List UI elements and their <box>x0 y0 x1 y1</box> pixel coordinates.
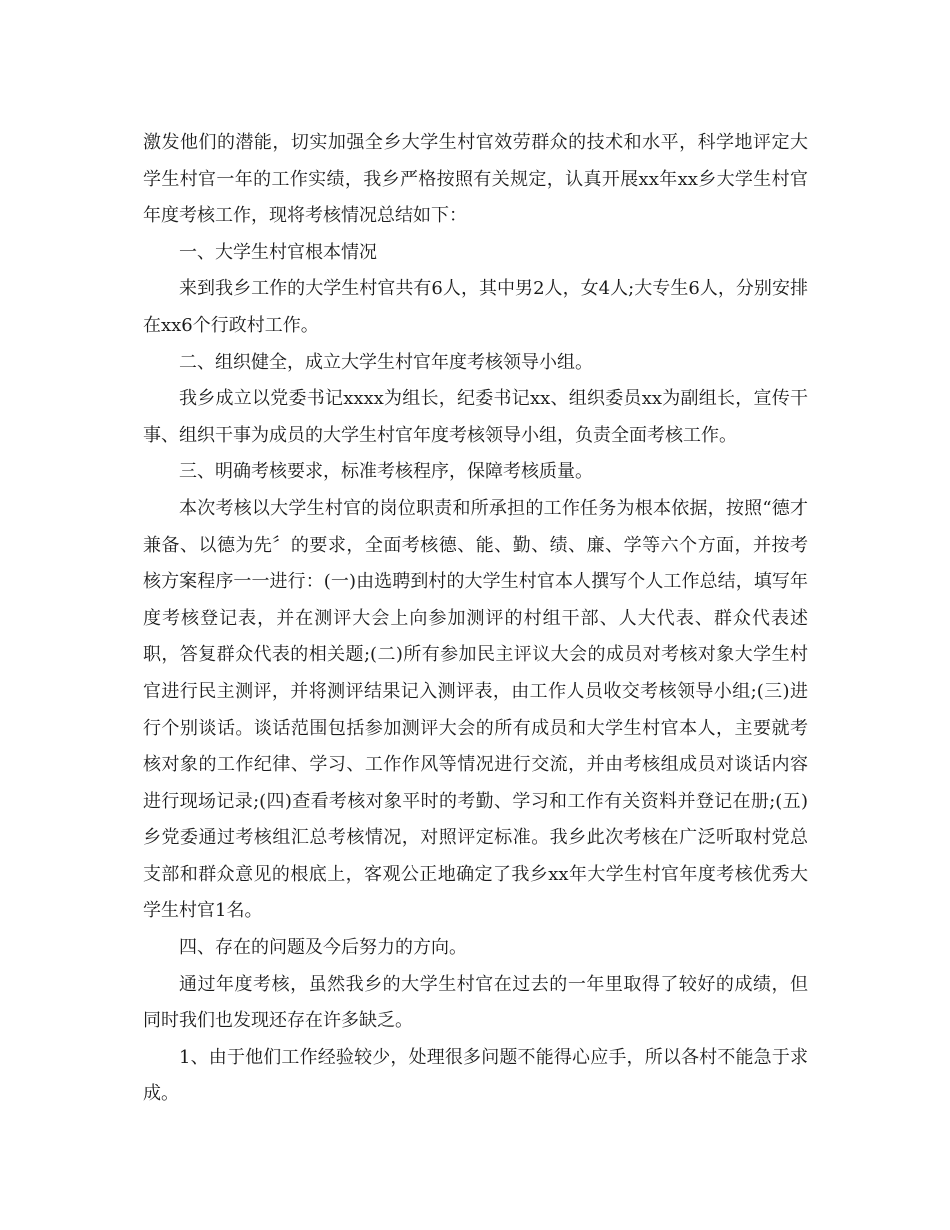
paragraph-section-4: 通过年度考核，虽然我乡的大学生村官在过去的一年里取得了较好的成绩，但同时我们也发现还存在许多缺乏。 <box>143 973 808 1032</box>
heading-section-4: 四、存在的问题及今后努力的方向。 <box>179 937 467 959</box>
paragraph-intro: 激发他们的潜能，切实加强全乡大学生村官效劳群众的技术和水平，科学地评定大学生村官一年的工作实绩，我乡严格按照有关规定，认真开展xx年xx乡大学生村官年度考核工作，现将考核情况总结如下： <box>143 132 808 227</box>
paragraph-section-1: 来到我乡工作的大学生村官共有6人，其中男2人，女4人;大专生6人，分别安排在xx6个行政村工作。 <box>143 278 808 336</box>
document-body <box>143 125 808 1113</box>
paragraph-section-2: 我乡成立以党委书记xxxx为组长，纪委书记xx、组织委员xx为副组长，宣传干事、组织干事为成员的大学生村官年度考核领导小组，负责全面考核工作。 <box>143 388 808 446</box>
heading-section-1: 一、大学生村官根本情况 <box>179 241 377 263</box>
paragraph-section-3: 本次考核以大学生村官的岗位职责和所承担的工作任务为根本依据，按照“德才兼备、以德为先〞的要求，全面考核德、能、勤、绩、廉、学等六个方面，并按考核方案程序一一进行：(一)由选聘到村的大学生村官本人撰写个人工作总结，填写年度考核登记表，并在测评大会上向参加测评的村组干部、人大代表、群众代表述职，答复群众代表的相关题;(二)所有参加民主评议大会的成员对考核对象大学生村官进行民主测评，并将测评结果记入测评表，由工作人员收交考核领导小组;(三)进行个别谈话。谈话范围包括参加测评大会的所有成员和大学生村官本人，主要就考核对象的工作纪律、学习、工作作风等情况进行交流，并由考核组成员对谈话内容进行现场记录;(四)查看考核对象平时的考勤、学习和工作有关资料并登记在册;(五)乡党委通过考核组汇总考核情况，对照评定标准。我乡此次考核在广泛听取村党总支部和群众意见的根底上，客观公正地确定了我乡xx年大学生村官年度考核优秀大学生村官1名。 <box>143 497 808 922</box>
heading-section-2: 二、组织健全，成立大学生村官年度考核领导小组。 <box>179 351 593 373</box>
paragraph-item-1: 1、由于他们工作经验较少，处理很多问题不能得心应手，所以各村不能急于求成。 <box>143 1046 808 1105</box>
heading-section-3: 三、明确考核要求，标准考核程序，保障考核质量。 <box>179 461 593 483</box>
